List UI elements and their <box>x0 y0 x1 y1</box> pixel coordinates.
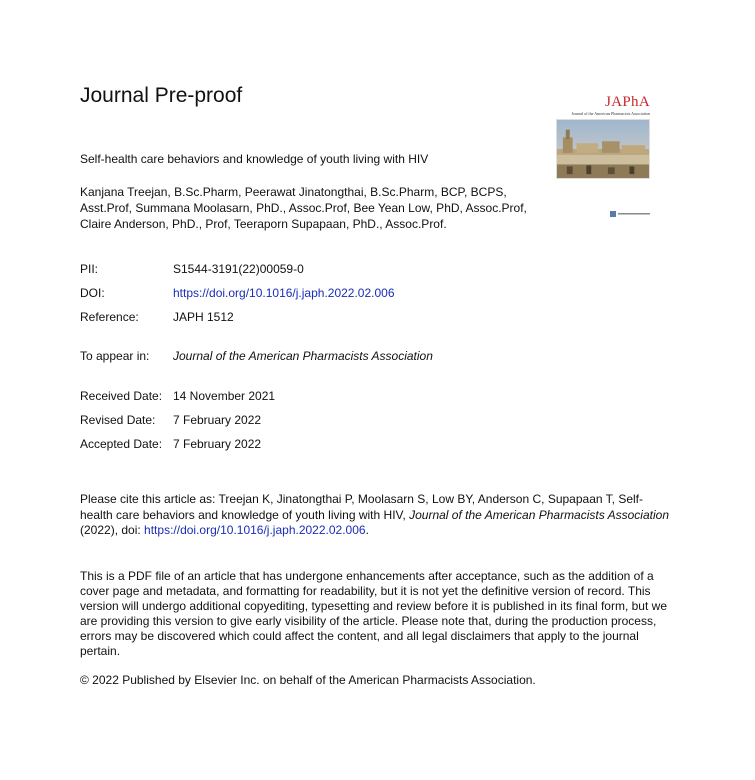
reference-value: JAPH 1512 <box>173 310 234 324</box>
article-title: Self-health care behaviors and knowledge of youth living with HIV <box>80 152 429 166</box>
appear-label: To appear in: <box>80 349 150 363</box>
received-value: 14 November 2021 <box>173 389 276 403</box>
cover-photo <box>556 119 650 179</box>
doi-link[interactable]: https://doi.org/10.1016/j.japh.2022.02.006 <box>173 286 395 300</box>
pii-value: S1544-3191(22)00059-0 <box>173 262 304 276</box>
page-title: Journal Pre-proof <box>80 84 243 107</box>
copyright-notice: © 2022 Published by Elsevier Inc. on behalf of the American Pharmacists Association. <box>80 673 536 687</box>
pii-label: PII: <box>80 262 99 276</box>
citation-prefix: Please cite this article as: Treejan K, Jinatongthai P, Moolasarn S, Low BY, Anderson C, Supapaan T, Self-health care behaviors and knowledge of youth living with HIV, <box>80 492 643 522</box>
citation-doi-link[interactable]: https://doi.org/10.1016/j.japh.2022.02.006 <box>144 523 366 537</box>
appear-value: Journal of the American Pharmacists Association <box>173 349 433 363</box>
accepted-label: Accepted Date: <box>80 437 163 451</box>
accepted-value: 7 February 2022 <box>173 437 262 451</box>
revised-value: 7 February 2022 <box>173 413 262 427</box>
citation-suffix: . <box>365 523 369 537</box>
journal-logo-subtitle: Journal of the American Pharmacists Association <box>571 111 650 116</box>
doi-label: DOI: <box>80 286 105 300</box>
citation-paragraph <box>80 492 670 539</box>
journal-cover <box>556 94 650 184</box>
citation-journal: Journal of the American Pharmacists Association <box>409 507 669 522</box>
publisher-logo <box>610 211 650 217</box>
author-list: Kanjana Treejan, B.Sc.Pharm, Peerawat Jinatongthai, B.Sc.Pharm, BCP, BCPS, Asst.Prof, Summana Moolasarn, PhD., Assoc.Prof, Bee Yean Low, PhD, Assoc.Prof, Claire Anderson, PhD., Prof, Teeraporn Supapaan, PhD., Assoc.Prof. <box>80 185 527 231</box>
revised-label: Revised Date: <box>80 413 156 427</box>
citation-middle: (2022), doi: <box>80 523 145 537</box>
journal-logo: JAPhA <box>605 94 650 110</box>
received-label: Received Date: <box>80 389 163 403</box>
disclaimer-paragraph: This is a PDF file of an article that has undergone enhancements after acceptance, such as the addition of a cover page and metadata, and formatting for readability, but it is not yet the definitive version of record. This version will undergo additional copyediting, typesetting and review before it is published in its final form, but we are providing this version to give early visibility of the article. Please note that, during the production process, errors may be discovered which could affect the content, and all legal disclaimers that apply to the journal pertain. <box>80 569 667 659</box>
reference-label: Reference: <box>80 310 139 324</box>
